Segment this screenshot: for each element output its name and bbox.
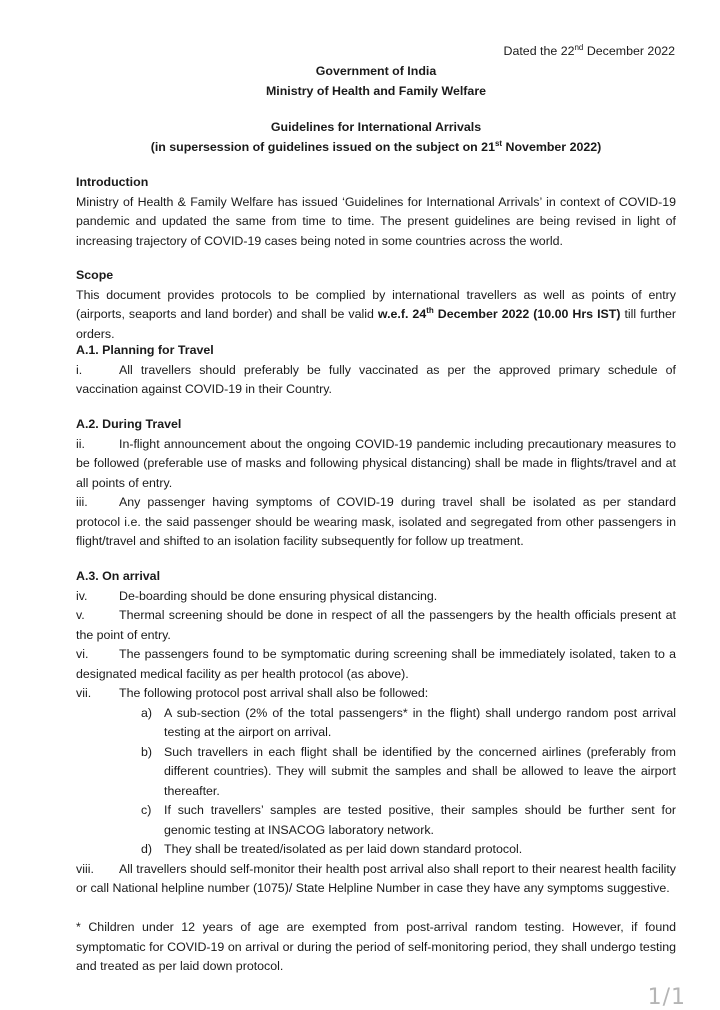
introduction-heading: Introduction [76, 175, 149, 189]
planning-heading: A.1. Planning for Travel [76, 343, 214, 357]
scope-heading: Scope [76, 268, 114, 282]
sub-item: c) If such travellers’ samples are tested positive, their samples should be further sent for genomic testing at INSACOG laboratory network. [141, 803, 676, 837]
list-item: vii. The following protocol post arrival shall also be followed: [76, 686, 429, 700]
scope-section [76, 266, 676, 344]
issuing-authority [76, 61, 676, 101]
list-item: i. All travellers should preferably be fully vaccinated as per the approved primary schedule of vaccination against COVID-19 in their Country. [76, 362, 676, 396]
introduction-section [76, 173, 676, 251]
footnote: * Children under 12 years of age are exempted from post-arrival random testing. However, if found symptomatic for COVID-19 on arrival or during the period of self-monitoring period, they shall undergo testing and treated as per laid down protocol. [76, 920, 676, 973]
document-title [76, 117, 676, 157]
during-travel-section [76, 415, 676, 552]
scope-text: This document provides protocols to be complied by international travellers as well as points of entry (airports, seaports and land border) and shall be valid w.e.f. 24th December 2022 (10.00 Hrs IST) till further orders. [76, 287, 677, 341]
list-item: vi. The passengers found to be symptomatic during screening shall be immediately isolated, taken to a designated medical facility as per health protocol (as above). [76, 647, 676, 681]
supersession-line: (in supersession of guidelines issued on the subject on 21st November 2022) [150, 138, 602, 154]
sub-item: d) They shall be treated/isolated as per laid down standard protocol. [141, 842, 523, 856]
list-item: viii. All travellers should self-monitor their health post arrival also shall report to their nearest health facility or call National helpline number (1075)/ State Helpline Number in case they have any symptoms suggestive. [76, 861, 676, 895]
on-arrival-heading: A.3. On arrival [76, 569, 161, 583]
sub-item: a) A sub-section (2% of the total passengers* in the flight) shall undergo random post arrival testing at the airport on arrival. [141, 705, 676, 739]
sub-item: b) Such travellers in each flight shall be identified by the concerned airlines (preferably from different countries). They will submit the samples and shall be allowed to leave the airport thereafter. [141, 744, 676, 798]
ministry-line: Ministry of Health and Family Welfare [265, 84, 487, 98]
document-date: Dated the 22nd December 2022 [503, 42, 675, 58]
planning-section [76, 341, 676, 400]
introduction-text: Ministry of Health & Family Welfare has issued ‘Guidelines for International Arrivals’ in context of COVID-19 pandemic and updated the same from time to time. The present guidelines are being revised in light of increasing trajectory of COVID-19 cases being noted in some countries across the world. [76, 194, 676, 248]
list-item: iv. De-boarding should be done ensuring physical distancing. [76, 588, 438, 603]
government-line: Government of India [315, 64, 437, 78]
list-item: iii. Any passenger having symptoms of COVID-19 during travel shall be isolated as per standard protocol i.e. the said passenger should be wearing mask, isolated and segregated from other passengers in flight/travel and shifted to an isolation facility subsequently for follow up treatment. [76, 495, 676, 548]
during-travel-heading: A.2. During Travel [76, 417, 182, 431]
on-arrival-section [76, 567, 676, 899]
list-item: v. Thermal screening should be done in respect of all the passengers by the health officials present at the point of entry. [76, 608, 676, 642]
list-item: ii. In-flight announcement about the ongoing COVID-19 pandemic including precautionary measures to be followed (preferable use of masks and following physical distancing) shall be made in flights/travel and at all points of entry. [76, 436, 676, 490]
page-indicator: 1/1 [647, 985, 686, 1010]
title-line: Guidelines for International Arrivals [270, 120, 482, 134]
